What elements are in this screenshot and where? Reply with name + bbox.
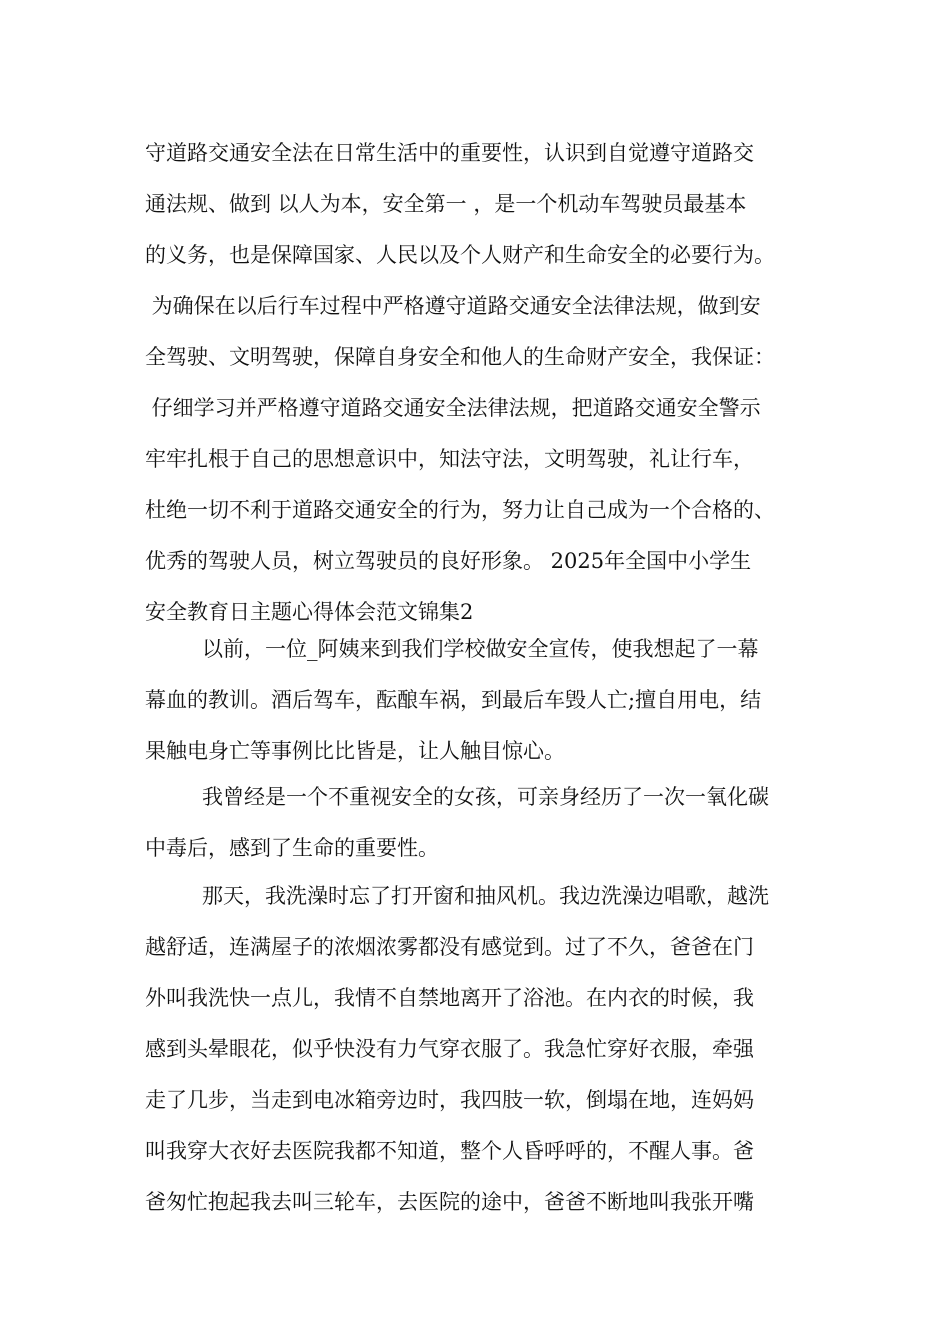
text-line: 我曾经是一个不重视安全的女孩，可亲身经历了一次一氧化碳 xyxy=(202,785,769,809)
text-line: 的义务，也是保障国家、人民以及个人财产和生命安全的必要行为。 xyxy=(145,243,775,267)
text-block-1 xyxy=(145,128,825,638)
text-line: 优秀的驾驶人员，树立驾驶员的良好形象。 2025年全国中小学生 xyxy=(145,549,752,573)
paragraph-2 xyxy=(145,624,825,777)
text-line: 感到头晕眼花，似乎快没有力气穿衣服了。我急忙穿好衣服，牵强 xyxy=(145,1037,754,1061)
text-line: 以前，一位_阿姨来到我们学校做安全宣传，使我想起了一幕 xyxy=(202,637,759,661)
text-line: 牢牢扎根于自己的思想意识中，知法守法，文明驾驶，礼让行车， xyxy=(145,447,754,471)
text-line: 安全教育日主题心得体会范文锦集2 xyxy=(145,600,474,624)
text-line: 叫我穿大衣好去医院我都不知道，整个人昏呼呼的，不醒人事。爸 xyxy=(145,1139,754,1163)
text-line: 外叫我洗快一点儿，我情不自禁地离开了浴池。在内衣的时候，我 xyxy=(145,986,754,1010)
text-line: 仔细学习并严格遵守道路交通安全法律法规，把道路交通安全警示 xyxy=(145,396,761,420)
text-line: 杜绝一切不利于道路交通安全的行为，努力让自己成为一个合格的、 xyxy=(145,498,775,522)
text-line: 守道路交通安全法在日常生活中的重要性，认识到自觉遵守道路交 xyxy=(145,141,754,165)
text-line: 中毒后，感到了生命的重要性。 xyxy=(145,836,439,860)
text-line: 通法规、做到 以人为本，安全第一 ，是一个机动车驾驶员最基本 xyxy=(145,192,747,216)
text-line: 幕血的教训。酒后驾车，酝酿车祸，到最后车毁人亡;擅自用电，结 xyxy=(145,688,762,712)
text-line: 越舒适，连满屋子的浓烟浓雾都没有感觉到。过了不久，爸爸在门 xyxy=(145,935,754,959)
text-line: 那天，我洗澡时忘了打开窗和抽风机。我边洗澡边唱歌，越洗 xyxy=(202,884,769,908)
text-line: 爸匆忙抱起我去叫三轮车，去医院的途中，爸爸不断地叫我张开嘴 xyxy=(145,1190,754,1214)
paragraph-3 xyxy=(145,772,825,874)
text-line: 走了几步，当走到电冰箱旁边时，我四肢一软，倒塌在地，连妈妈 xyxy=(145,1088,754,1112)
text-line: 全驾驶、文明驾驶，保障自身安全和他人的生命财产安全，我保证： xyxy=(145,345,775,369)
text-line: 为确保在以后行车过程中严格遵守道路交通安全法律法规，做到安 xyxy=(145,294,761,318)
paragraph-4 xyxy=(145,871,825,1228)
text-line: 果触电身亡等事例比比皆是，让人触目惊心。 xyxy=(145,739,565,763)
